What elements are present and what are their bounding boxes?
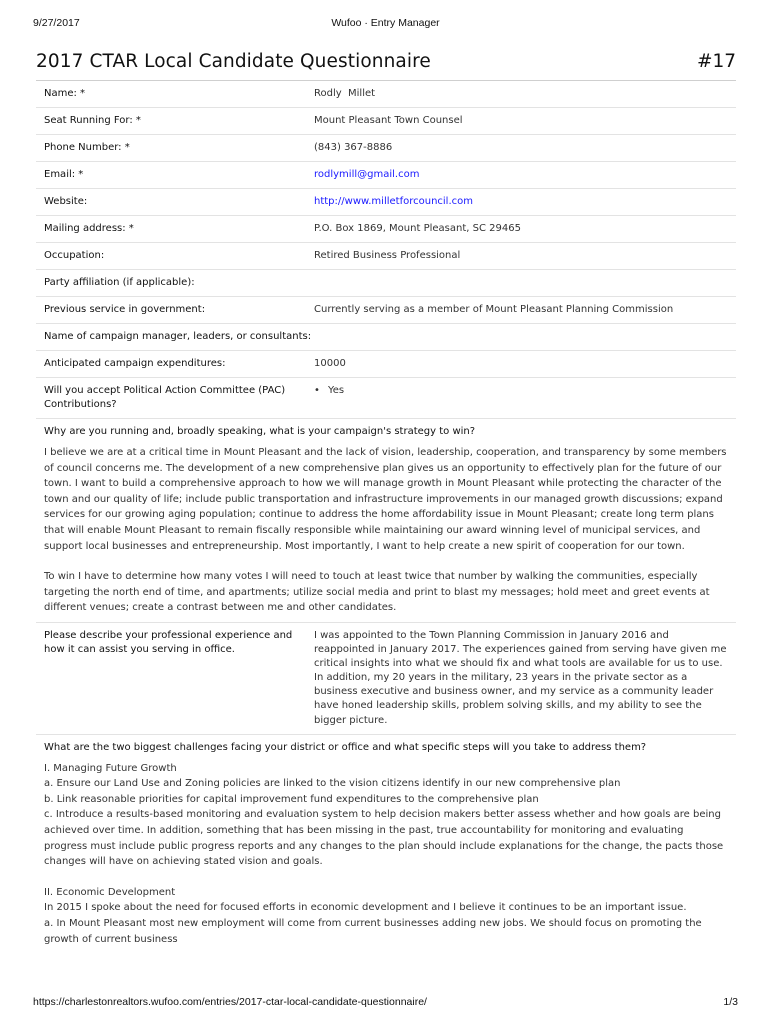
field-label: Phone Number: *: [44, 142, 130, 153]
answer-paragraph: To win I have to determine how many votes I will need to touch at least twice that number by walking the communities, especially targeting the north end of time, and apartments; utilize social media and print to blast my messages; hold meet and greet events at different venues; create a contrast between me and other candidates.: [44, 571, 710, 614]
field-row-pac: [36, 378, 736, 419]
field-row-expenditures: [36, 351, 736, 378]
field-value: Currently serving as a member of Mount Pleasant Planning Commission: [314, 304, 674, 315]
question-experience: [36, 623, 736, 735]
field-label: Name of campaign manager, leaders, or consultants:: [44, 331, 312, 342]
answer-line: II. Economic Development: [44, 886, 176, 898]
answer-paragraph: I believe we are at a critical time in Mount Pleasant and the lack of vision, leadership, cooperation, and transparency by some members of council concerns me. The development of a new comprehensive plan gives us an opportunity to effectively plan for the future of our town. I want to build a comprehensive approach to how we will manage growth in Mount Pleasant while protecting the character of the town and our quality of life; include public transportation and infrastructure improvements in our managed growth discussions; expand services for our growing aging population; continue to address the home affordability issue in Mount Pleasant; create long term plans that will enable Mount Pleasant to remain fiscally responsible while maintaining our award winning level of municipal services, and support local businesses and entrepreneurship. Most importantly, I want to help create a new spirit of cooperation for our town.: [44, 447, 727, 552]
field-label: Party affiliation (if applicable):: [44, 277, 195, 288]
print-page-title: Wufoo · Entry Manager: [331, 17, 440, 29]
print-header: [33, 17, 738, 33]
print-date: 9/27/2017: [33, 17, 80, 29]
page-number: 1/3: [723, 996, 738, 1008]
answer-line: a. In Mount Pleasant most new employment will come from current businesses adding new jobs. We should focus on promoting the growth of current business: [44, 917, 702, 945]
field-row-campaign-manager: [36, 324, 736, 351]
question-label: Please describe your professional experience and how it can assist you serving in office.: [44, 629, 293, 655]
field-label: Website:: [44, 196, 88, 207]
question-why-running: [36, 419, 736, 623]
answer-line: a. Ensure our Land Use and Zoning policies are linked to the vision citizens identify in our new comprehensive plan: [44, 778, 621, 790]
list-item-text: Yes: [328, 385, 345, 396]
email-link[interactable]: rodlymill@gmail.com: [314, 169, 420, 180]
answer-line: b. Link reasonable priorities for capital improvement fund expenditures to the comprehensive plan: [44, 793, 539, 805]
field-label: Mailing address: *: [44, 223, 134, 234]
website-link[interactable]: http://www.milletforcouncil.com: [314, 196, 473, 207]
entry-fields: [36, 81, 736, 953]
field-value: [314, 195, 728, 209]
field-row-mailing-address: [36, 216, 736, 243]
answer-line: c. Introduce a results-based monitoring and evaluation system to help decision makers better assess whether and how goals are being achieved over time. In addition, something that has been missing in the past, true accountability for monitoring and evaluating progress must include public progress reports and any changes to the plan should include explanations for the change, the pacts those changes will have on achieving stated vision and goals.: [44, 809, 724, 868]
field-row-party: [36, 270, 736, 297]
question-challenges: [36, 735, 736, 954]
page-url: https://charlestonrealtors.wufoo.com/entries/2017-ctar-local-candidate-questionnaire/: [33, 996, 427, 1008]
answer-text: [44, 445, 728, 616]
field-value: [314, 330, 728, 344]
field-row-phone: [36, 135, 736, 162]
bullet-icon: •: [314, 385, 320, 396]
field-label: Name: *: [44, 88, 86, 99]
entry-number: #17: [696, 50, 736, 72]
field-label: Previous service in government:: [44, 304, 206, 315]
field-value: (843) 367-8886: [314, 142, 393, 153]
form-title: 2017 CTAR Local Candidate Questionnaire: [36, 50, 431, 72]
field-value: [314, 276, 728, 290]
answer-text: [44, 761, 728, 948]
field-row-occupation: [36, 243, 736, 270]
field-label: Anticipated campaign expenditures:: [44, 358, 226, 369]
answer-text: I was appointed to the Town Planning Commission in January 2016 and reappointed in January 2017. The experiences gained from serving have given me critical insights into what we should fix and what tools are available for us to use. In addition, my 20 years in the military, 23 years in the private sector as a business executive and business owner, and my service as a community leader have honed leadership skills, problem solving skills, and my ability to see the bigger picture.: [314, 629, 727, 726]
print-footer: [33, 996, 738, 1010]
question-label: Why are you running and, broadly speaking, what is your campaign's strategy to win?: [44, 426, 476, 437]
field-value: P.O. Box 1869, Mount Pleasant, SC 29465: [314, 223, 521, 234]
field-label: Occupation:: [44, 250, 105, 261]
field-label: Email: *: [44, 169, 84, 180]
field-row-seat: [36, 108, 736, 135]
field-value: Mount Pleasant Town Counsel: [314, 115, 463, 126]
field-row-previous-service: [36, 297, 736, 324]
list-item: [314, 384, 728, 398]
field-label: Seat Running For: *: [44, 115, 141, 126]
answer-line: In 2015 I spoke about the need for focused efforts in economic development and I believe it continues to be an important issue.: [44, 902, 687, 914]
field-row-email: [36, 162, 736, 189]
field-row-name: [36, 81, 736, 108]
question-label: What are the two biggest challenges facing your district or office and what specific steps will you take to address them?: [44, 741, 647, 753]
field-value: Retired Business Professional: [314, 250, 461, 261]
field-label: Will you accept Political Action Committee (PAC) Contributions?: [44, 385, 286, 410]
field-row-website: [36, 189, 736, 216]
entry-title-row: [36, 44, 736, 78]
field-value: [314, 384, 728, 412]
answer-line: I. Managing Future Growth: [44, 762, 177, 774]
field-value: Rodly Millet: [314, 88, 376, 99]
field-value: [314, 168, 728, 182]
field-value: 10000: [314, 358, 346, 369]
